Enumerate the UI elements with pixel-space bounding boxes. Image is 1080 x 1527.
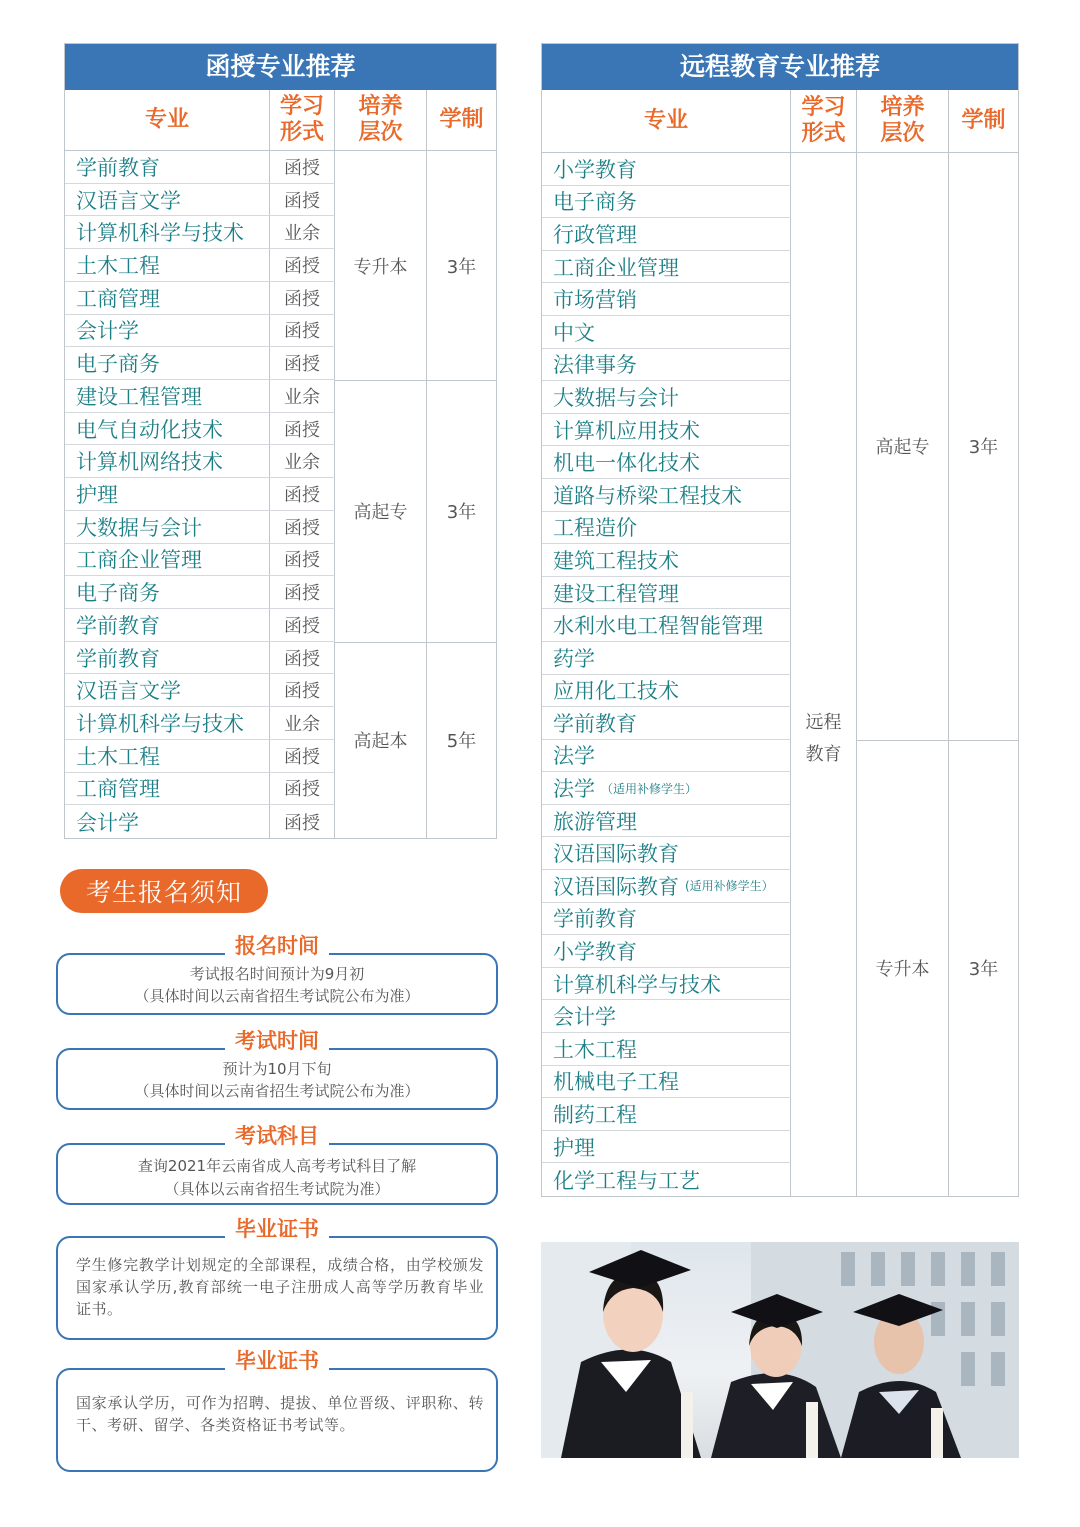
- duration-cell: 3年: [446, 501, 477, 523]
- level-cell: 专升本: [857, 740, 949, 1196]
- major-label: 工商管理: [76, 777, 160, 802]
- table-row: [542, 707, 791, 740]
- major-label: 汉语言文学: [76, 679, 181, 704]
- table-row: [65, 511, 335, 544]
- study-form: 函授: [270, 576, 335, 608]
- table-row: [542, 512, 791, 545]
- major-name: [65, 380, 270, 412]
- major-label: 机械电子工程: [553, 1070, 679, 1095]
- major-name: [542, 805, 791, 837]
- major-label: 工商企业管理: [76, 548, 202, 573]
- major-name: [65, 511, 270, 543]
- major-label: 电子商务: [76, 352, 160, 377]
- table-body: [542, 153, 1018, 1196]
- major-name: [542, 218, 791, 250]
- table-row: [65, 544, 335, 577]
- major-name: [65, 151, 270, 183]
- major-label: 机电一体化技术: [553, 451, 700, 476]
- notice-text: 考试报名时间预计为9月初: [189, 965, 365, 983]
- major-label: 大数据与会计: [76, 515, 202, 540]
- major-name: [65, 282, 270, 314]
- table-row: [542, 153, 791, 186]
- major-label: 学前教育: [76, 613, 160, 638]
- major-label: 会计学: [553, 1005, 616, 1030]
- table-row: [542, 544, 791, 577]
- major-name: [542, 968, 791, 1000]
- table-row: [65, 216, 335, 249]
- major-label: 学前教育: [76, 155, 160, 180]
- major-label: 电气自动化技术: [76, 417, 223, 442]
- table-row: [65, 380, 335, 413]
- table-row: [65, 773, 335, 806]
- table-body: [65, 151, 496, 838]
- major-label: 计算机科学与技术: [76, 221, 244, 246]
- table-title: 函授专业推荐: [65, 44, 496, 90]
- major-label: 工商企业管理: [553, 255, 679, 280]
- major-label: 中文: [553, 320, 595, 345]
- major-name: [542, 1000, 791, 1032]
- notice-text: 学生修完教学计划规定的全部课程，成绩合格，由学校颁发国家承认学历,教育部统一电子注册成人高等学历教育毕业证书。: [76, 1256, 484, 1318]
- major-name: [65, 642, 270, 674]
- table-row: [65, 151, 335, 184]
- notice-title: 考试时间: [225, 1028, 329, 1054]
- major-name: [542, 870, 791, 902]
- major-label: 土木工程: [553, 1037, 637, 1062]
- major-name: [542, 935, 791, 967]
- major-label: 汉语国际教育: [553, 842, 679, 867]
- study-form: 函授: [270, 642, 335, 674]
- table-row: [542, 675, 791, 708]
- major-label: 土木工程: [76, 253, 160, 278]
- notice-text: （具体时间以云南省招生考试院公布为准）: [134, 987, 420, 1005]
- table-row: [542, 316, 791, 349]
- major-name: [542, 642, 791, 674]
- major-name: [65, 805, 270, 838]
- header-study-form: 学习 形式: [791, 90, 857, 152]
- table-row: [65, 478, 335, 511]
- header-level: 培养 层次: [335, 90, 427, 150]
- major-label: 土木工程: [76, 744, 160, 769]
- table-row: [65, 347, 335, 380]
- major-name: [542, 349, 791, 381]
- major-label: 道路与桥梁工程技术: [553, 483, 742, 508]
- notice-heading: 考生报名须知: [60, 869, 268, 913]
- major-name: [65, 773, 270, 805]
- major-name: [542, 772, 791, 804]
- notice-title: 考试科目: [225, 1123, 329, 1149]
- level-cell: 高起专: [335, 380, 427, 642]
- study-form: 函授: [270, 544, 335, 576]
- table-row: [542, 1000, 791, 1033]
- table-row: [542, 903, 791, 936]
- table-row: [65, 413, 335, 446]
- major-name: [542, 512, 791, 544]
- study-form: 业余: [270, 216, 335, 248]
- major-label: 学前教育: [553, 711, 637, 736]
- major-label: 工程造价: [553, 516, 637, 541]
- table-row: [65, 805, 335, 838]
- table-row: [65, 740, 335, 773]
- table-row: [542, 837, 791, 870]
- study-form: 函授: [270, 184, 335, 216]
- header-study-form: 学习 形式: [270, 90, 335, 150]
- major-label: 药学: [553, 646, 595, 671]
- table-row: [542, 251, 791, 284]
- major-name: [542, 186, 791, 218]
- notice-text: （具体以云南省招生考试院为准）: [164, 1180, 390, 1198]
- major-name: [542, 414, 791, 446]
- study-form: 函授: [270, 347, 335, 379]
- header-major: 专业: [65, 90, 270, 150]
- major-name: [542, 577, 791, 609]
- major-name: [542, 479, 791, 511]
- study-form: 函授: [270, 249, 335, 281]
- major-name: [65, 740, 270, 772]
- notice-box-registration: [56, 934, 498, 1015]
- major-name: [65, 347, 270, 379]
- major-name: [542, 903, 791, 935]
- major-label: 汉语国际教育: [553, 874, 679, 899]
- major-name: [542, 675, 791, 707]
- table-row: [65, 609, 335, 642]
- major-label: 化学工程与工艺: [553, 1168, 700, 1193]
- major-name: [542, 1131, 791, 1163]
- level-cell: 高起专: [857, 153, 949, 740]
- table-row: [542, 1066, 791, 1099]
- major-name: [65, 544, 270, 576]
- major-name: [65, 216, 270, 248]
- study-form: 函授: [270, 315, 335, 347]
- study-form: 函授: [270, 478, 335, 510]
- duration-cell: 5年: [446, 730, 477, 752]
- notice-text: 查询2021年云南省成人高考考试科目了解: [137, 1157, 417, 1175]
- major-name: [542, 251, 791, 283]
- major-name: [542, 283, 791, 315]
- table-row: [542, 218, 791, 251]
- major-label: 制药工程: [553, 1103, 637, 1128]
- major-label: 汉语言文学: [76, 188, 181, 213]
- study-form: 业余: [270, 707, 335, 739]
- table-row: [65, 642, 335, 675]
- major-name: [542, 609, 791, 641]
- table-row: [542, 968, 791, 1001]
- major-label: 法学: [553, 777, 595, 802]
- study-form: 函授: [270, 674, 335, 706]
- notice-text: （具体时间以云南省招生考试院公布为准）: [134, 1082, 420, 1100]
- major-name: [65, 445, 270, 477]
- notice-title: 毕业证书: [225, 1216, 329, 1242]
- major-name: [542, 707, 791, 739]
- major-name: [542, 446, 791, 478]
- major-name: [542, 1033, 791, 1065]
- major-label: 电子商务: [553, 190, 637, 215]
- table-row: [542, 870, 791, 903]
- major-label: 行政管理: [553, 222, 637, 247]
- table-row: [65, 674, 335, 707]
- notice-box-diploma: [56, 1217, 498, 1340]
- major-label: 市场营销: [553, 288, 637, 313]
- study-form: 函授: [270, 773, 335, 805]
- table-row: [542, 381, 791, 414]
- major-label: 应用化工技术: [553, 679, 679, 704]
- major-name: [542, 381, 791, 413]
- major-label: 旅游管理: [553, 809, 637, 834]
- major-name: [65, 249, 270, 281]
- duration-cell: 3年: [968, 958, 999, 980]
- table-row: [542, 186, 791, 219]
- table-row: [542, 1033, 791, 1066]
- table-row: [65, 249, 335, 282]
- major-label: 会计学: [76, 810, 139, 835]
- table-row: [65, 576, 335, 609]
- major-label: 计算机应用技术: [553, 418, 700, 443]
- table-row: [542, 1163, 791, 1196]
- major-label: 学前教育: [76, 646, 160, 671]
- major-name: [542, 1163, 791, 1196]
- table-row: [65, 315, 335, 348]
- major-name: [542, 544, 791, 576]
- major-note: （适用补修学生）: [601, 781, 698, 796]
- table-row: [542, 609, 791, 642]
- table-row: [542, 805, 791, 838]
- table-row: [542, 642, 791, 675]
- study-form: 业余: [270, 380, 335, 412]
- table-header: [542, 90, 1018, 153]
- major-label: 护理: [76, 482, 118, 507]
- major-label: 建设工程管理: [76, 384, 202, 409]
- table-row: [542, 446, 791, 479]
- major-label: 计算机科学与技术: [553, 972, 721, 997]
- header-duration: 学制: [439, 107, 484, 132]
- table-row: [542, 1131, 791, 1164]
- notice-title: 报名时间: [225, 933, 329, 959]
- major-note: (适用补修学生）: [685, 879, 774, 894]
- major-label: 大数据与会计: [553, 385, 679, 410]
- table-row: [65, 707, 335, 740]
- major-name: [65, 413, 270, 445]
- study-form: 函授: [270, 151, 335, 183]
- major-name: [65, 707, 270, 739]
- table-row: [65, 184, 335, 217]
- major-name: [542, 837, 791, 869]
- notice-box-exam-subjects: [56, 1124, 498, 1205]
- study-form: 函授: [270, 282, 335, 314]
- notice-title: 毕业证书: [225, 1348, 329, 1374]
- major-label: 法学: [553, 744, 595, 769]
- major-label: 会计学: [76, 319, 139, 344]
- major-name: [65, 576, 270, 608]
- table-row: [542, 772, 791, 805]
- major-label: 学前教育: [553, 907, 637, 932]
- notice-text: 国家承认学历，可作为招聘、提拔、单位晋级、评职称、转干、考研、留学、各类资格证书考试等。: [76, 1394, 484, 1434]
- study-form: 函授: [270, 740, 335, 772]
- major-label: 法律事务: [553, 353, 637, 378]
- major-name: [542, 1066, 791, 1098]
- major-name: [65, 184, 270, 216]
- notice-box-exam-time: [56, 1029, 498, 1110]
- major-label: 护理: [553, 1135, 595, 1160]
- major-label: 计算机科学与技术: [76, 711, 244, 736]
- table-row: [542, 479, 791, 512]
- study-form: 函授: [270, 805, 335, 838]
- major-label: 建设工程管理: [553, 581, 679, 606]
- table-row: [542, 577, 791, 610]
- table-title: 远程教育专业推荐: [542, 44, 1018, 90]
- major-label: 水利水电工程智能管理: [553, 614, 763, 639]
- table-row: [542, 414, 791, 447]
- major-name: [65, 315, 270, 347]
- study-form: 函授: [270, 511, 335, 543]
- major-label: 电子商务: [76, 581, 160, 606]
- major-label: 小学教育: [553, 157, 637, 182]
- study-form: 函授: [270, 609, 335, 641]
- table-row: [542, 1098, 791, 1131]
- correspondence-majors-table: [64, 43, 497, 839]
- notice-text: 预计为10月下旬: [222, 1060, 332, 1078]
- major-name: [542, 1098, 791, 1130]
- duration-cell: 3年: [968, 437, 999, 459]
- table-row: [542, 349, 791, 382]
- table-row: [65, 282, 335, 315]
- study-form: 业余: [270, 445, 335, 477]
- major-name: [65, 609, 270, 641]
- level-cell: 高起本: [335, 642, 427, 838]
- major-name: [65, 478, 270, 510]
- major-name: [542, 316, 791, 348]
- study-form: 函授: [270, 413, 335, 445]
- header-level: 培养 层次: [857, 90, 949, 152]
- major-name: [542, 740, 791, 772]
- level-cell: 专升本: [335, 151, 427, 380]
- major-label: 工商管理: [76, 286, 160, 311]
- table-row: [542, 935, 791, 968]
- table-row: [542, 283, 791, 316]
- major-name: [542, 153, 791, 185]
- study-form: 远程 教育: [791, 153, 857, 1196]
- distance-education-majors-table: [541, 43, 1019, 1197]
- major-name: [65, 674, 270, 706]
- table-header: [65, 90, 496, 151]
- header-duration: 学制: [961, 108, 1006, 133]
- table-row: [65, 445, 335, 478]
- major-label: 建筑工程技术: [553, 548, 679, 573]
- duration-cell: 3年: [446, 256, 477, 278]
- major-label: 小学教育: [553, 940, 637, 965]
- major-label: 计算机网络技术: [76, 450, 223, 475]
- header-major: 专业: [542, 90, 791, 152]
- notice-box-diploma-uses: [56, 1349, 498, 1472]
- table-row: [542, 740, 791, 773]
- graduates-photo: [541, 1242, 1019, 1458]
